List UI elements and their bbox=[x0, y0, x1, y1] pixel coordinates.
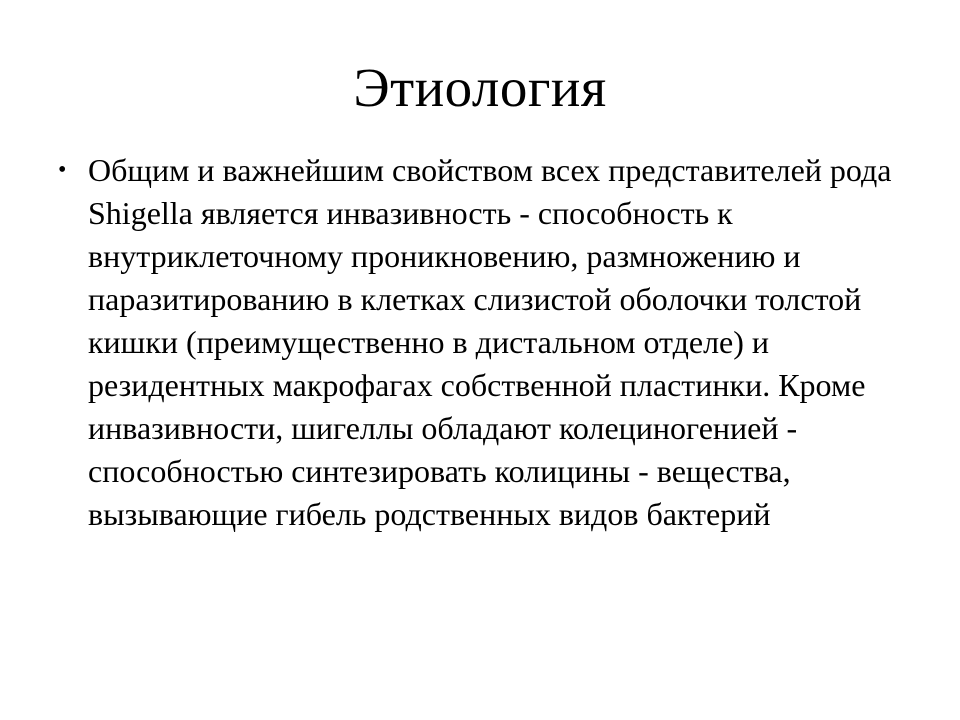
slide-title: Этиология bbox=[353, 57, 607, 118]
presentation-slide bbox=[0, 58, 960, 720]
bullet-text: Общим и важнейшим свойством всех представителей рода Shigella является инвазивность - способность к внутриклеточному проникновению, размножению и паразитированию в клетках слизистой оболочки толстой кишки (преимущественно в дистальном отделе) и резидентных макрофагах собственной пластинки. Кроме инвазивности, шигеллы обладают колециногенией - способностью синтезировать колицины - вещества, вызывающие гибель родственных видов бактерий bbox=[88, 151, 892, 532]
slide-body bbox=[0, 149, 960, 536]
bullet-icon: • bbox=[58, 156, 67, 183]
bullet-item bbox=[58, 149, 910, 536]
